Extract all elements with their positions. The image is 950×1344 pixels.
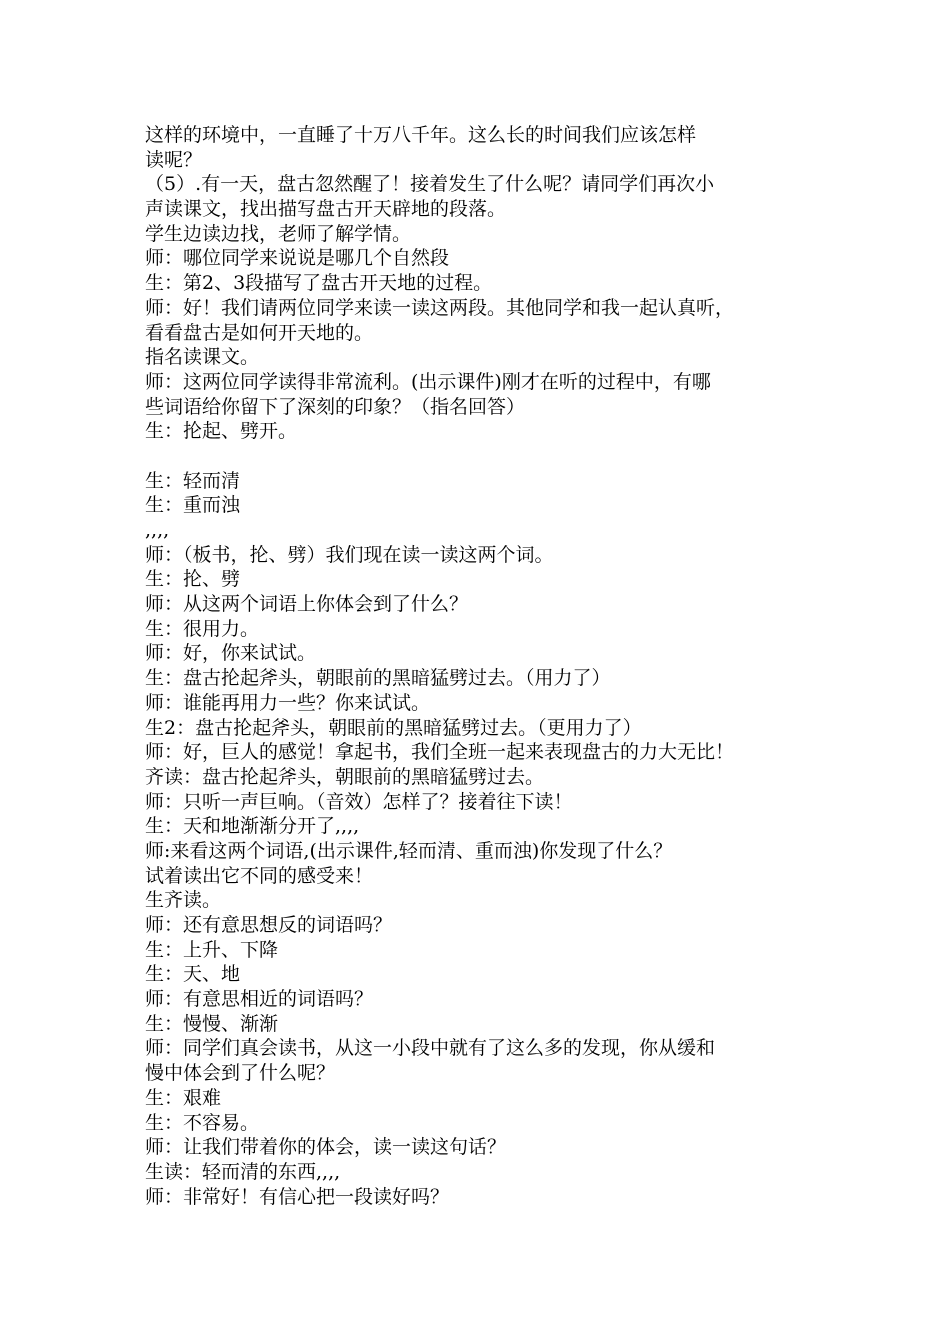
text-line: 师:来看这两个词语,(出示课件,轻而清、重而浊)你发现了什么？ [145, 839, 673, 862]
text-line: 学生边读边找，老师了解学情。 [145, 222, 412, 245]
text-line: 指名读课文。 [145, 346, 260, 369]
text-line: 师：好，巨人的感觉！拿起书，我们全班一起来表现盘古的力大无比！ [145, 741, 735, 764]
text-line: 师：（板书，抡、劈）我们现在读一读这两个词。 [145, 543, 554, 566]
text-line: 生：第2、3段描写了盘古开天地的过程。 [145, 272, 493, 295]
blank-line [145, 444, 835, 469]
text-line: 师：同学们真会读书，从这一小段中就有了这么多的发现，你从缓和 [145, 1037, 716, 1060]
text-line: 师：只听一声巨响。（音效）怎样了？接着往下读！ [145, 790, 573, 813]
text-line: 生：上升、下降 [145, 938, 279, 961]
text-line: 声读课文，找出描写盘古开天辟地的段落。 [145, 198, 507, 221]
text-line: 看看盘古是如何开天地的。 [145, 321, 374, 344]
text-line: 生齐读。 [145, 889, 222, 912]
text-line: 师：哪位同学来说说是哪几个自然段 [145, 247, 450, 270]
text-line: 慢中体会到了什么呢？ [145, 1062, 336, 1085]
text-line: 生读：轻而清的东西,,,, [145, 1160, 341, 1183]
text-line: 生：抡起、劈开。 [145, 420, 298, 443]
text-line: 生：慢慢、渐渐 [145, 1012, 279, 1035]
text-line: 生：艰难 [145, 1086, 222, 1109]
text-line: 生：不容易。 [145, 1111, 260, 1134]
text-line: 师：让我们带着你的体会，读一读这句话？ [145, 1136, 507, 1159]
text-line: 师：这两位同学读得非常流利。(出示课件)刚才在听的过程中，有哪 [145, 370, 711, 393]
text-line: 生：天、地 [145, 963, 241, 986]
text-line: 生：很用力。 [145, 617, 260, 640]
text-line: 生：盘古抡起斧头，朝眼前的黑暗猛劈过去。（用力了） [145, 667, 611, 690]
text-line: 生：重而浊 [145, 494, 241, 517]
text-line: 师：谁能再用力一些？你来试试。 [145, 691, 431, 714]
text-line: 师：非常好！有信心把一段读好吗？ [145, 1185, 450, 1208]
text-line: （5）.有一天，盘古忽然醒了！接着发生了什么呢？请同学们再次小 [145, 173, 715, 196]
text-line: 师：有意思相近的词语吗？ [145, 988, 374, 1011]
text-line: 生2：盘古抡起斧头，朝眼前的黑暗猛劈过去。（更用力了） [145, 716, 642, 739]
text-line: 师：从这两个词语上你体会到了什么？ [145, 593, 469, 616]
text-line: 生：天和地渐渐分开了,,,, [145, 815, 360, 838]
text-line: ,,,, [145, 519, 170, 541]
text-line: 师：还有意思想反的词语吗？ [145, 914, 393, 936]
text-line: 读呢？ [145, 148, 203, 171]
text-line: 这样的环境中，一直睡了十万八千年。这么长的时间我们应该怎样 [145, 124, 697, 146]
document-text-body [145, 123, 835, 1209]
text-line: 生：抡、劈 [145, 568, 241, 591]
text-line: 试着读出它不同的感受来！ [145, 864, 374, 887]
text-line: 师：好，你来试试。 [145, 642, 317, 665]
text-line: 生：轻而清 [145, 469, 241, 492]
text-line: 些词语给你留下了深刻的印象？（指名回答） [145, 395, 526, 418]
text-line: 齐读：盘古抡起斧头，朝眼前的黑暗猛劈过去。 [145, 765, 545, 788]
text-line: 师：好！我们请两位同学来读一读这两段。其他同学和我一起认真听， [145, 296, 735, 319]
